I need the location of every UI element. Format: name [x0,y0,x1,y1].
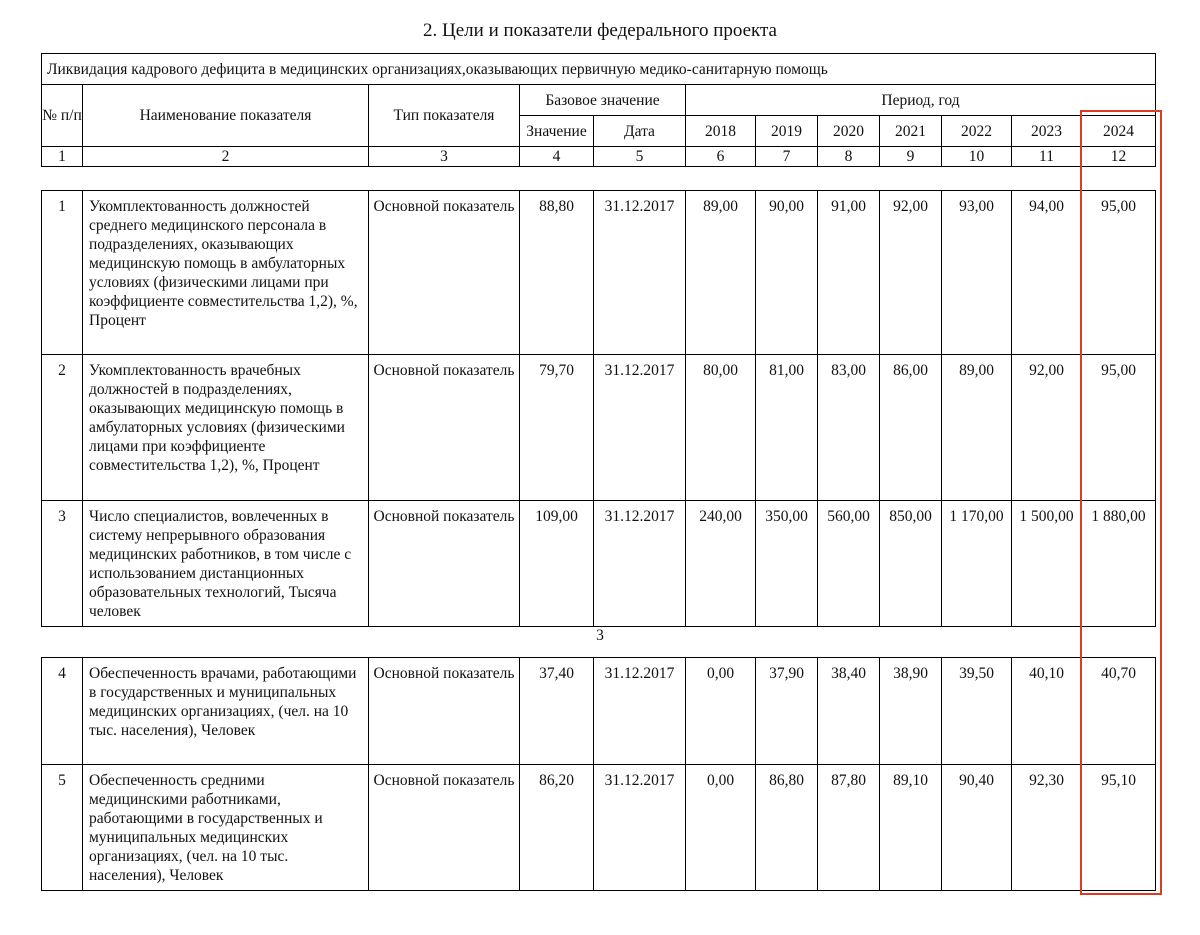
table-row [42,501,1156,627]
indicators-table-part2 [41,657,1156,891]
year-value: 40,10 [1012,658,1082,765]
year-value: 1 880,00 [1082,501,1156,627]
header-year: 2019 [756,116,818,147]
header-year: 2024 [1082,116,1156,147]
header-type: Тип показателя [369,85,520,147]
year-value: 83,00 [818,355,880,501]
year-value: 350,00 [756,501,818,627]
indicator-type: Основной показатель [369,191,520,355]
header-base: Базовое значение [520,85,686,116]
row-number: 2 [42,355,83,501]
header-year: 2021 [880,116,942,147]
year-value: 81,00 [756,355,818,501]
column-number: 5 [594,147,686,167]
indicator-name: Число специалистов, вовлеченных в систему непрерывного образования медицинских работников, в том числе с использованием дистанционных образовательных технологий, Тысяча человек [83,501,369,627]
header-base-date: Дата [594,116,686,147]
header-name: Наименование показателя [83,85,369,147]
year-value: 92,30 [1012,765,1082,891]
year-value: 95,00 [1082,355,1156,501]
year-value: 92,00 [1012,355,1082,501]
year-value: 1 500,00 [1012,501,1082,627]
header-base-value: Значение [520,116,594,147]
column-number: 7 [756,147,818,167]
year-value: 94,00 [1012,191,1082,355]
base-value: 79,70 [520,355,594,501]
base-value: 88,80 [520,191,594,355]
indicator-name: Обеспеченность средними медицинскими работниками, работающими в государственных и муниципальных медицинских организациях, (чел. на 10 тыс. населения), Человек [83,765,369,891]
year-value: 95,00 [1082,191,1156,355]
year-value: 0,00 [686,658,756,765]
year-value: 89,00 [942,355,1012,501]
indicator-type: Основной показатель [369,355,520,501]
year-value: 86,80 [756,765,818,891]
year-value: 91,00 [818,191,880,355]
column-number: 9 [880,147,942,167]
header-year: 2023 [1012,116,1082,147]
table-row [42,765,1156,891]
column-number: 11 [1012,147,1082,167]
year-value: 38,90 [880,658,942,765]
column-number: 1 [42,147,83,167]
base-date: 31.12.2017 [594,501,686,627]
column-number: 8 [818,147,880,167]
highlight-2024-column-box [1080,110,1162,895]
year-value: 89,00 [686,191,756,355]
year-value: 89,10 [880,765,942,891]
year-value: 90,00 [756,191,818,355]
year-value: 560,00 [818,501,880,627]
table-row [42,658,1156,765]
table-row [42,355,1156,501]
year-value: 40,70 [1082,658,1156,765]
table-row [42,191,1156,355]
indicator-name: Обеспеченность врачами, работающими в государственных и муниципальных медицинских организациях, (чел. на 10 тыс. населения), Человек [83,658,369,765]
year-value: 1 170,00 [942,501,1012,627]
base-date: 31.12.2017 [594,191,686,355]
year-value: 0,00 [686,765,756,891]
year-value: 38,40 [818,658,880,765]
column-number: 10 [942,147,1012,167]
base-value: 37,40 [520,658,594,765]
indicator-type: Основной показатель [369,658,520,765]
year-value: 80,00 [686,355,756,501]
header-year: 2022 [942,116,1012,147]
header-year: 2020 [818,116,880,147]
year-value: 37,90 [756,658,818,765]
indicator-type: Основной показатель [369,501,520,627]
header-period: Период, год [686,85,1156,116]
header-year: 2018 [686,116,756,147]
year-value: 240,00 [686,501,756,627]
column-number: 2 [83,147,369,167]
year-value: 90,40 [942,765,1012,891]
column-number: 4 [520,147,594,167]
row-number: 5 [42,765,83,891]
indicator-name: Укомплектованность врачебных должностей в подразделениях, оказывающих медицинскую помощь в амбулаторных условиях (физическими лицами при коэффициенте совместительства 1,2), %, Процент [83,355,369,501]
column-number: 6 [686,147,756,167]
indicator-name: Укомплектованность должностей среднего медицинского персонала в подразделениях, оказывающих медицинскую помощь в амбулаторных условиях (физическими лицами при коэффициенте совместительства 1,2), %, Процент [83,191,369,355]
base-date: 31.12.2017 [594,765,686,891]
column-number: 3 [369,147,520,167]
indicators-header-table [41,53,1156,167]
column-number: 12 [1082,147,1156,167]
row-number: 4 [42,658,83,765]
page-number: 3 [596,627,604,644]
base-date: 31.12.2017 [594,658,686,765]
year-value: 850,00 [880,501,942,627]
year-value: 86,00 [880,355,942,501]
year-value: 93,00 [942,191,1012,355]
year-value: 95,10 [1082,765,1156,891]
section-title: 2. Цели и показатели федерального проекта [423,20,777,41]
goal-row: Ликвидация кадрового дефицита в медицинских организациях,оказывающих первичную медико-санитарную помощь [42,54,1156,85]
year-value: 92,00 [880,191,942,355]
base-date: 31.12.2017 [594,355,686,501]
year-value: 39,50 [942,658,1012,765]
base-value: 86,20 [520,765,594,891]
row-number: 1 [42,191,83,355]
header-num: № п/п [42,85,83,147]
year-value: 87,80 [818,765,880,891]
base-value: 109,00 [520,501,594,627]
row-number: 3 [42,501,83,627]
indicator-type: Основной показатель [369,765,520,891]
indicators-table-part1 [41,190,1156,627]
